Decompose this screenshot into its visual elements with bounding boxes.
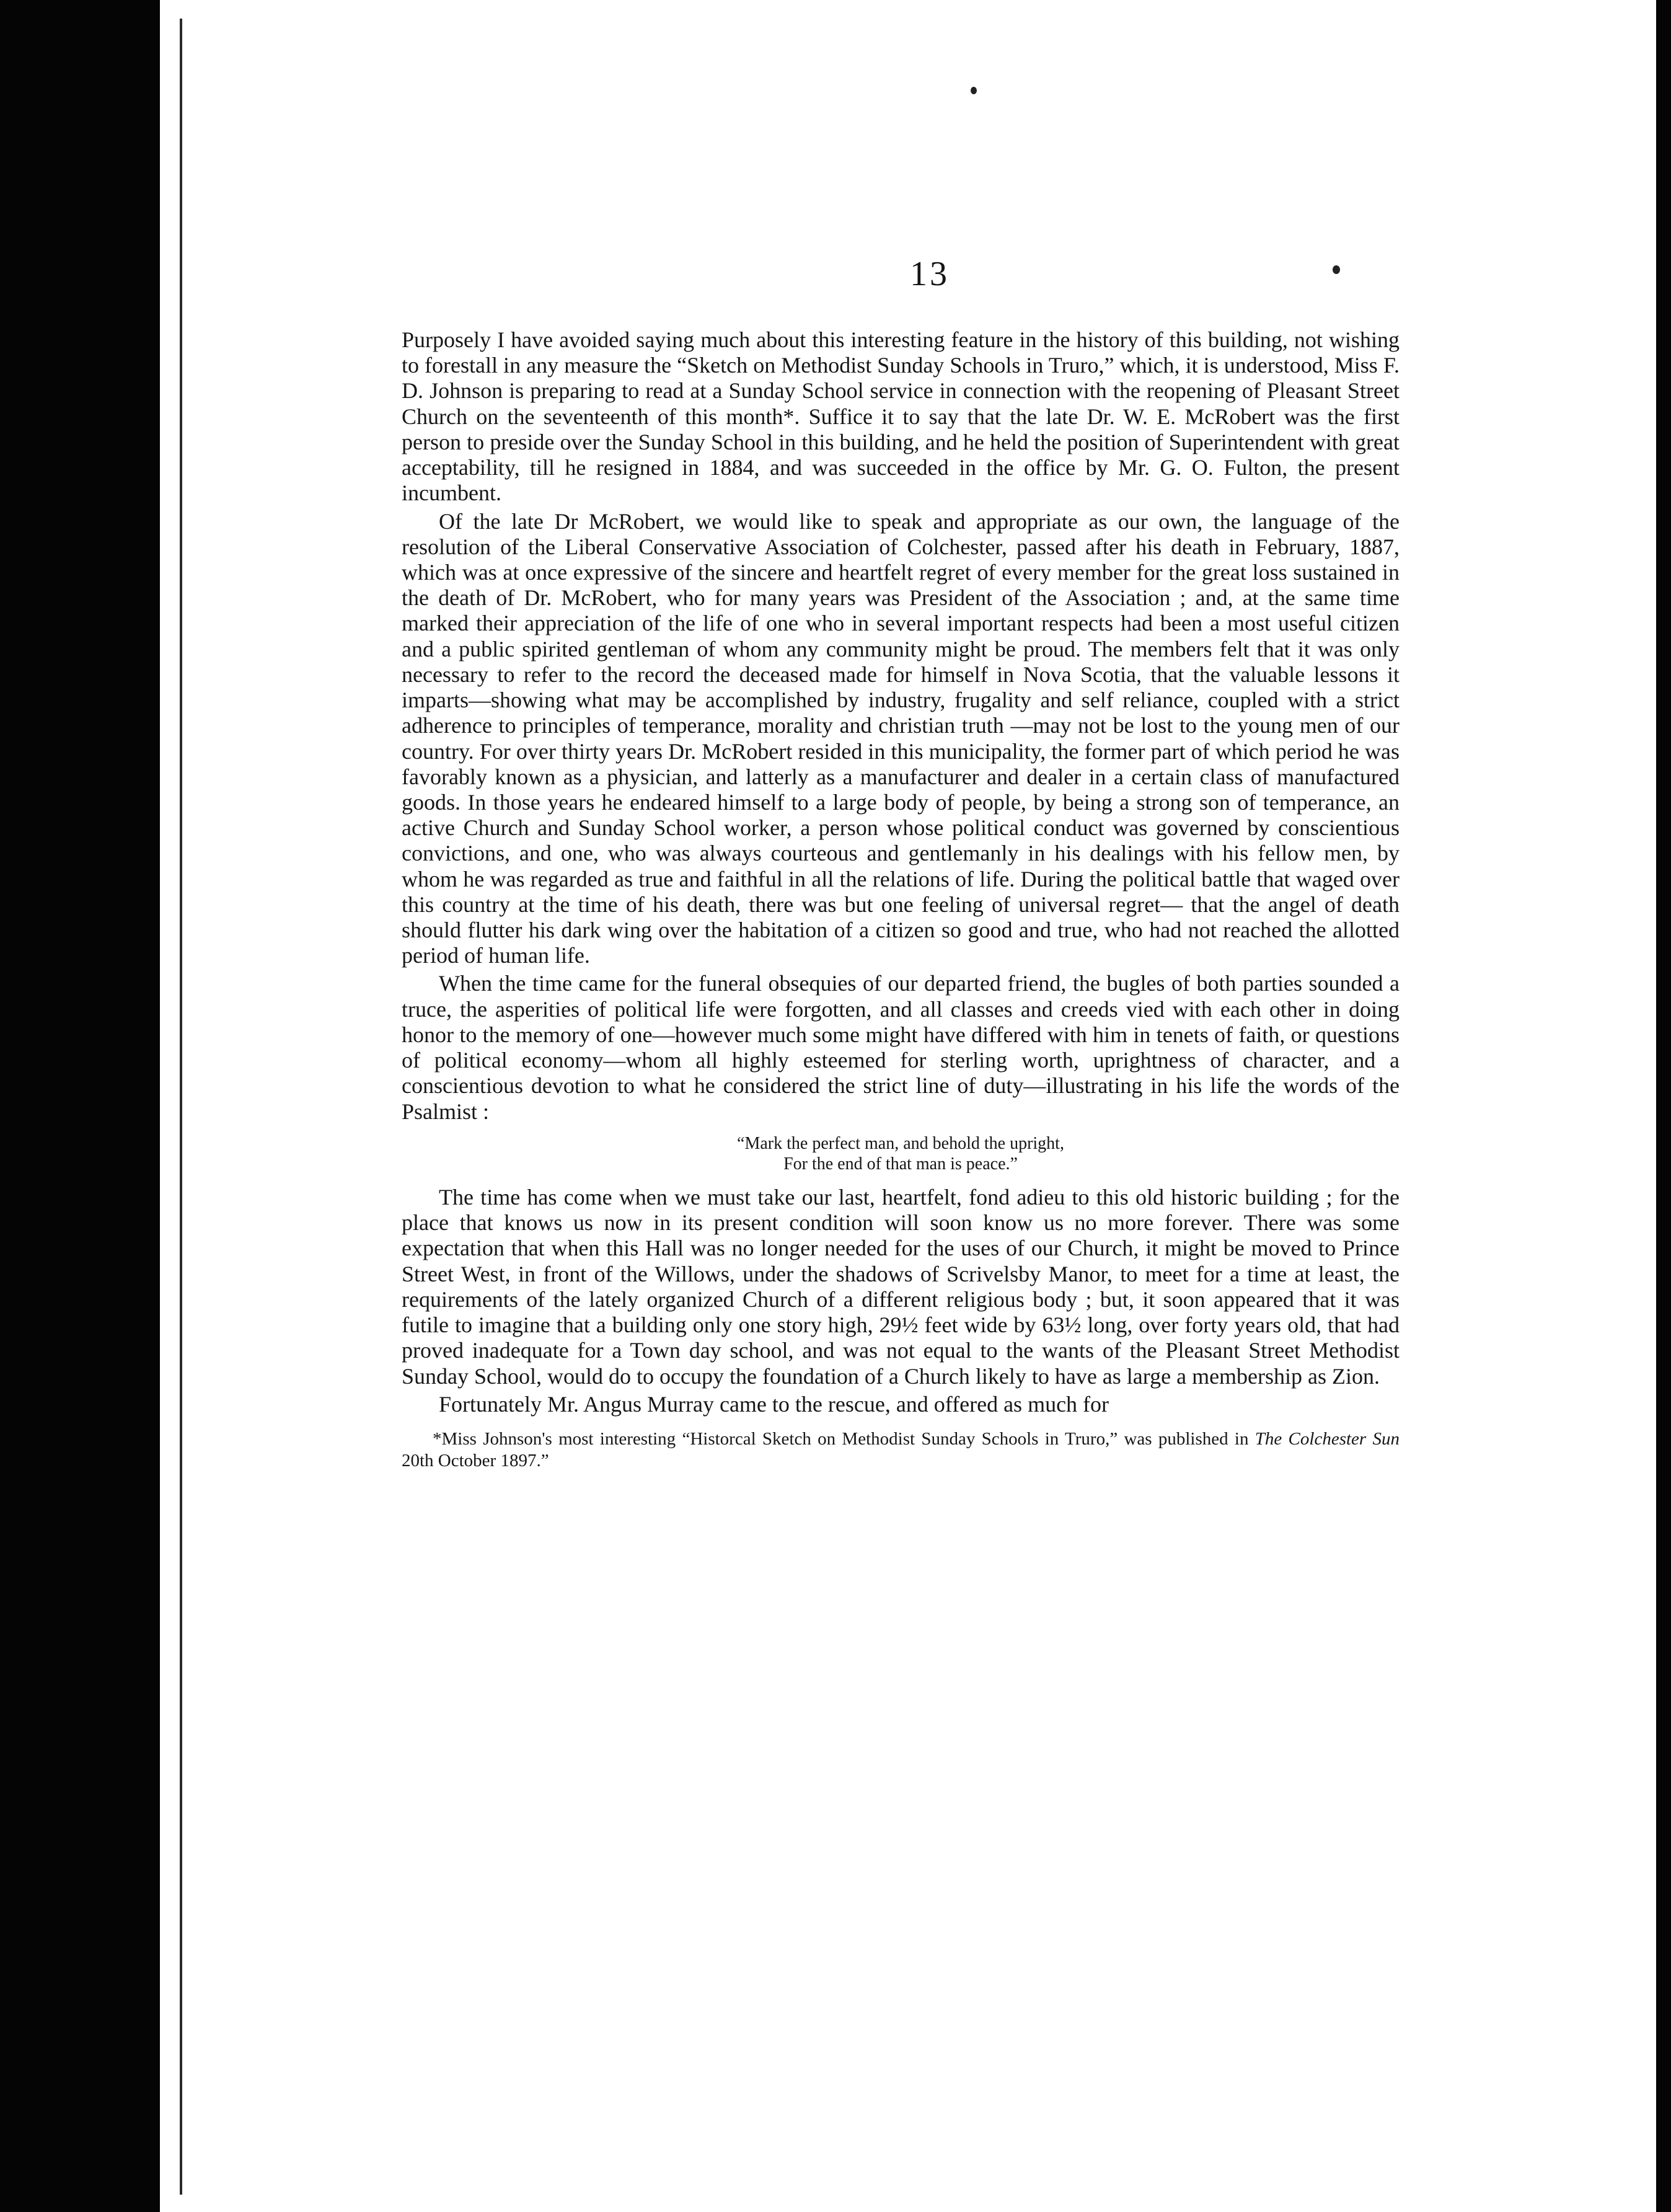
footnote-text: *Miss Johnson's most interesting “Historcal Sketch on Methodist Sunday Schools in Truro,” was published in [433, 1428, 1255, 1449]
quote-line-2: For the end of that man is peace.” [783, 1154, 1018, 1174]
psalm-quote [402, 1133, 1400, 1175]
scan-border-right [1656, 0, 1671, 2212]
body-text [402, 327, 1400, 1490]
page-edge-line [180, 19, 182, 2195]
scan-speck [1333, 265, 1340, 274]
footnote-newspaper-title: The Colchester Sun [1254, 1428, 1400, 1449]
quote-line-1: “Mark the perfect man, and behold the upright, [737, 1133, 1064, 1153]
paragraph-mcrobert-resolution: Of the late Dr McRobert, we would like to speak and appropriate as our own, the language of the resolution of the Liberal Conservative Association of Colchester, passed after his death in February, 1887, which was at once expressive of the sincere and heartfelt regret of every member for the great loss sustained in the death of Dr. McRobert, who for many years was President of the Association ; and, at the same time marked their appreciation of the life of one who in several important respects had been a most useful citizen and a public spirited gentleman of whom any community might be proud. The members felt that it was only necessary to refer to the record the deceased made for himself in Nova Scotia, that the valuable lessons it imparts—showing what may be accomplished by industry, frugality and self reliance, coupled with a strict adherence to principles of temperance, morality and christian truth —may not be lost to the young men of our country. For over thirty years Dr. McRobert resided in this municipality, the former part of which period he was favorably known as a physician, and latterly as a manufacturer and dealer in a certain class of manufactured goods. In those years he endeared himself to a large body of people, by being a strong son of temperance, an active Church and Sunday School worker, a person whose political conduct was governed by conscientious convictions, and one, who was always courteous and gentlemanly in his dealings with his fellow men, by whom he was regarded as true and faithful in all the relations of life. During the political battle that waged over this country at the time of his death, there was but one feeling of universal regret— that the angel of death should flutter his dark wing over the habitation of a citizen so good and true, who had not reached the allotted period of human life. [402, 508, 1400, 968]
page-number: 13 [910, 255, 950, 293]
paragraph-farewell: The time has come when we must take our last, heartfelt, fond adieu to this old historic building ; for the place that knows us now in its present condition will soon know us no more forever. There was some expectation that when this Hall was no longer needed for the uses of our Church, it might be moved to Prince Street West, in front of the Willows, under the shadows of Scrivelsby Manor, to meet for a time at least, the requirements of the lately organized Church of a different religious body ; but, it soon appeared that it was futile to imagine that a building only one story high, 29½ feet wide by 63½ long, over forty years old, that had proved inadequate for a Town day school, and was not equal to the wants of the Pleasant Street Methodist Sunday School, would do to occupy the foundation of a Church likely to have as large a membership as Zion. [402, 1184, 1400, 1389]
scan-border-left [0, 0, 160, 2212]
footnote-date: 20th October 1897.” [402, 1450, 549, 1471]
paragraph-funeral: When the time came for the funeral obsequies of our departed friend, the bugles of both parties sounded a truce, the asperities of political life were forgotten, and all classes and creeds vied with each other in doing honor to the memory of one—however much some might have differed with him in tenets of faith, or questions of political economy—whom all highly esteemed for sterling worth, uprightness of character, and a conscientious devotion to what he considered the strict line of duty—illustrating in his life the words of the Psalmist : [402, 971, 1400, 1124]
scan-speck [971, 87, 977, 94]
paragraph-angus-murray: Fortunately Mr. Angus Murray came to the rescue, and offered as much for [439, 1391, 1109, 1417]
footnote [402, 1428, 1400, 1472]
paragraph-sunday-school: Purposely I have avoided saying much about this interesting feature in the history of this building, not wishing to forestall in any measure the “Sketch on Methodist Sunday Schools in Truro,” which, it is understood, Miss F. D. Johnson is preparing to read at a Sunday School service in connection with the reopening of Pleasant Street Church on the seventeenth of this month*. Suffice it to say that the late Dr. W. E. McRobert was the first person to preside over the Sunday School in this building, and he held the position of Superintendent with great acceptability, till he resigned in 1884, and was succeeded in the office by Mr. G. O. Fulton, the present incumbent. [402, 327, 1400, 506]
